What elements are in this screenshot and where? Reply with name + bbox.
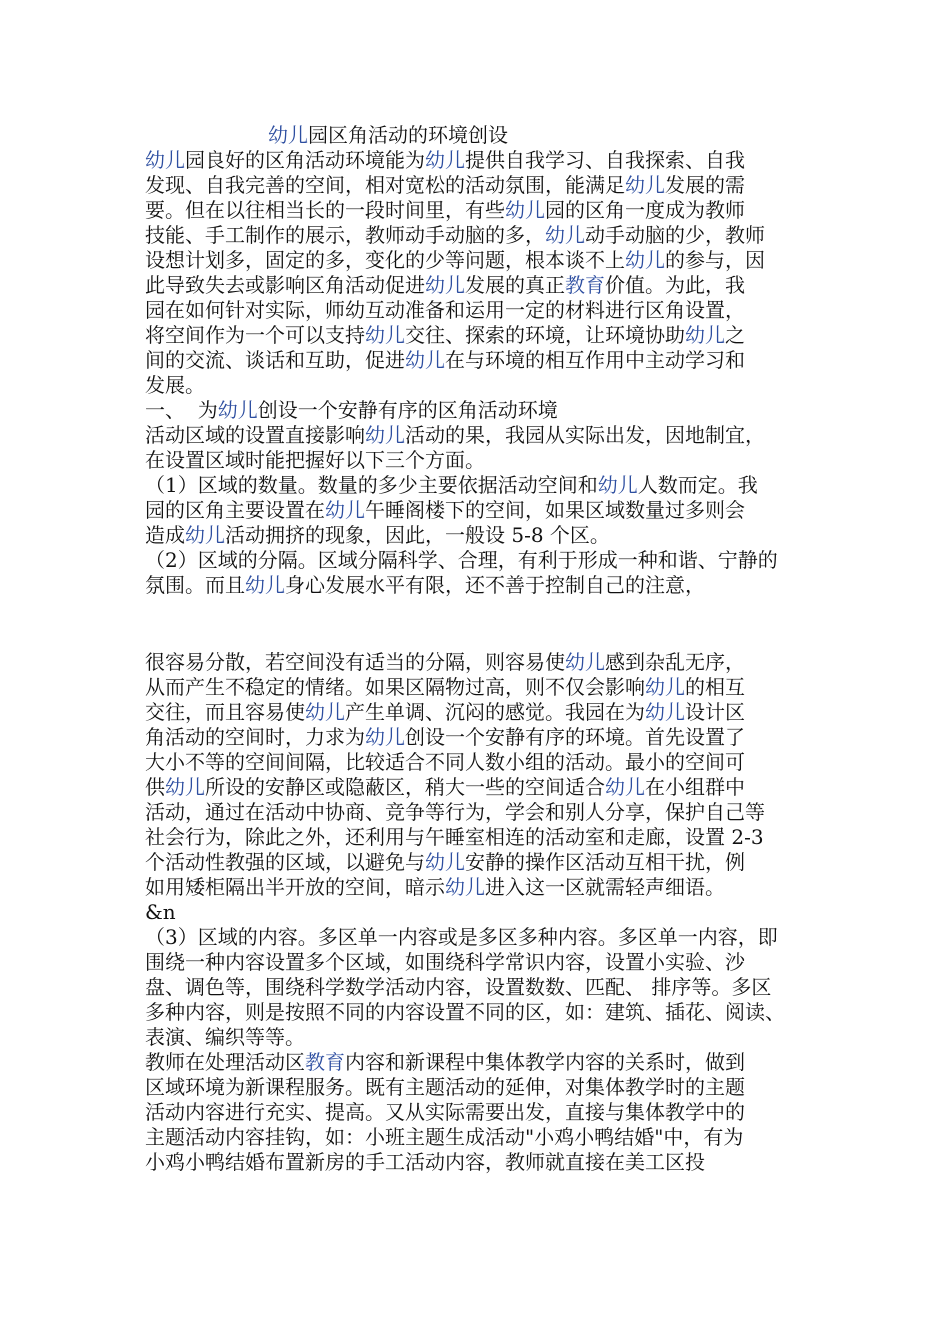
text-segment: 设计区 <box>685 700 745 724</box>
text-segment: 小鸡小鸭结婚布置新房的手工活动内容，教师就直接在美工区投 <box>145 1150 705 1174</box>
text-line <box>145 650 745 674</box>
keyword-link[interactable]: 幼儿 <box>645 675 685 699</box>
text-segment: 安静的操作区活动互相干扰，例 <box>465 850 745 874</box>
text-segment: 要。但在以往相当长的一段时间里，有些 <box>145 198 505 222</box>
text-segment: 产生单调、沉闷的感觉。我园在为 <box>345 700 645 724</box>
text-segment: 设想计划多，固定的多，变化的少等问题，根本谈不上 <box>145 248 625 272</box>
keyword-link[interactable]: 幼儿 <box>605 775 645 799</box>
keyword-link[interactable]: 教育 <box>565 273 605 297</box>
keyword-link[interactable]: 幼儿 <box>365 423 405 447</box>
text-line <box>145 423 765 447</box>
text-line <box>145 373 205 397</box>
text-segment: 社会行为，除此之外，还利用与午睡室相连的活动室和走廊，设置 2-3 <box>145 825 764 849</box>
text-line <box>145 448 485 472</box>
text-line <box>145 975 771 999</box>
text-segment: 间的交流、谈话和互助，促进 <box>145 348 405 372</box>
text-line <box>145 298 745 322</box>
keyword-link[interactable]: 幼儿 <box>425 850 465 874</box>
keyword-link[interactable]: 幼儿 <box>365 323 405 347</box>
text-segment: 园的区角一度成为教师 <box>545 198 745 222</box>
keyword-link[interactable]: 幼儿 <box>545 223 585 247</box>
keyword-link[interactable]: 幼儿 <box>217 398 258 422</box>
text-segment: 人数而定。我 <box>637 473 758 497</box>
text-segment: 的相互 <box>685 675 745 699</box>
text-segment: 主题活动内容挂钩，如：小班主题生成活动"小鸡小鸭结婚"中，有为 <box>145 1125 744 1149</box>
keyword-link[interactable]: 幼儿 <box>597 473 638 497</box>
text-line <box>145 925 778 949</box>
text-line <box>145 398 558 422</box>
text-segment: 大小不等的空间间隔，比较适合不同人数小组的活动。最小的空间可 <box>145 750 745 774</box>
text-segment: 内容和新课程中集体教学内容的关系时，做到 <box>345 1050 745 1074</box>
text-segment: 创设一个安静有序的环境。首先设置了 <box>405 725 745 749</box>
keyword-link[interactable]: 幼儿 <box>685 323 725 347</box>
text-segment: 的参与，因 <box>665 248 765 272</box>
text-line <box>145 1075 745 1099</box>
text-segment: 在小组群中 <box>645 775 745 799</box>
text-line <box>145 950 745 974</box>
keyword-link[interactable]: 幼儿 <box>625 173 665 197</box>
text-segment: 表演、编织等等。 <box>145 1025 305 1049</box>
text-segment: （1）区域的数量。数量的多少主要依据活动空间和 <box>145 473 598 497</box>
text-segment: 活动区域的设置直接影响 <box>145 423 365 447</box>
text-segment: 发现、自我完善的空间，相对宽松的活动氛围，能满足 <box>145 173 625 197</box>
text-line <box>145 725 745 749</box>
text-segment: 园区角活动的环境创设 <box>308 123 508 147</box>
keyword-link[interactable]: 幼儿 <box>185 523 225 547</box>
text-segment: 教师在处理活动区 <box>145 1050 305 1074</box>
text-segment: （3）区域的内容。多区单一内容或是多区多种内容。多区单一内容，即 <box>145 925 778 949</box>
keyword-link[interactable]: 幼儿 <box>565 650 605 674</box>
text-segment: 发展。 <box>145 373 205 397</box>
text-segment: 身心发展水平有限，还不善于控制自己的注意， <box>285 573 705 597</box>
keyword-link[interactable]: 幼儿 <box>245 573 285 597</box>
text-line <box>145 323 745 347</box>
text-line <box>145 675 745 699</box>
text-segment: 价值。为此，我 <box>605 273 745 297</box>
text-line <box>145 700 745 724</box>
text-segment: 创设一个安静有序的区角活动环境 <box>257 398 558 422</box>
text-segment: 造成 <box>145 523 185 547</box>
keyword-link[interactable]: 幼儿 <box>425 148 465 172</box>
text-line <box>145 875 725 899</box>
text-segment: 在与环境的相互作用中主动学习和 <box>445 348 745 372</box>
text-segment: 供 <box>145 775 165 799</box>
text-segment: 动手动脑的少，教师 <box>585 223 765 247</box>
text-segment: 提供自我学习、自我探索、自我 <box>465 148 745 172</box>
text-segment: 在设置区域时能把握好以下三个方面。 <box>145 448 485 472</box>
keyword-link[interactable]: 幼儿 <box>365 725 405 749</box>
text-segment: 园的区角主要设置在 <box>145 498 325 522</box>
text-segment: 活动，通过在活动中协商、竞争等行为，学会和别人分享，保护自己等 <box>145 800 765 824</box>
keyword-link[interactable]: 幼儿 <box>405 348 445 372</box>
text-line <box>145 548 778 572</box>
text-segment: （2）区域的分隔。区域分隔科学、合理，有利于形成一种和谐、宁静的 <box>145 548 778 572</box>
text-segment: 发展的需 <box>665 173 745 197</box>
text-line <box>145 850 745 874</box>
text-line <box>145 198 745 222</box>
keyword-link[interactable]: 幼儿 <box>305 700 345 724</box>
text-segment: 进入这一区就需轻声细语。 <box>485 875 725 899</box>
keyword-link[interactable]: 幼儿 <box>445 875 485 899</box>
keyword-link[interactable]: 幼儿 <box>145 148 185 172</box>
text-segment: 交往，而且容易使 <box>145 700 305 724</box>
keyword-link[interactable]: 幼儿 <box>268 123 308 147</box>
text-line <box>145 1000 785 1024</box>
text-segment: 之 <box>725 323 745 347</box>
text-line <box>145 800 765 824</box>
text-segment: &n <box>145 900 176 924</box>
keyword-link[interactable]: 幼儿 <box>505 198 545 222</box>
text-line <box>145 223 765 247</box>
text-line <box>145 573 705 597</box>
text-segment: 角活动的空间时，力求为 <box>145 725 365 749</box>
text-segment: 活动内容进行充实、提高。又从实际需要出发，直接与集体教学中的 <box>145 1100 745 1124</box>
text-line <box>145 523 610 547</box>
text-line <box>145 473 758 497</box>
text-segment: 氛围。而且 <box>145 573 245 597</box>
text-segment: 盘、调色等，围绕科学数学活动内容，设置数数、匹配、 排序等。多区 <box>145 975 772 999</box>
keyword-link[interactable]: 幼儿 <box>625 248 665 272</box>
text-line <box>145 900 176 924</box>
text-segment: 活动的果，我园从实际出发，因地制宜， <box>405 423 765 447</box>
keyword-link[interactable]: 教育 <box>305 1050 345 1074</box>
text-segment: 发展的真正 <box>465 273 565 297</box>
text-segment: 园良好的区角活动环境能为 <box>185 148 425 172</box>
text-segment: 感到杂乱无序， <box>605 650 745 674</box>
text-segment: 一、 为 <box>145 398 218 422</box>
text-segment: 所设的安静区或隐蔽区，稍大一些的空间适合 <box>205 775 605 799</box>
text-line <box>145 1050 745 1074</box>
text-line <box>145 775 745 799</box>
text-segment: 如用矮柜隔出半开放的空间，暗示 <box>145 875 445 899</box>
text-segment: 此导致失去或影响区角活动促进 <box>145 273 425 297</box>
keyword-link[interactable]: 幼儿 <box>325 498 365 522</box>
text-line <box>145 348 745 372</box>
text-segment: 将空间作为一个可以支持 <box>145 323 365 347</box>
text-line <box>145 273 745 297</box>
document-title <box>268 123 508 147</box>
text-line <box>145 173 745 197</box>
text-line <box>145 1025 305 1049</box>
text-segment: 技能、手工制作的展示，教师动手动脑的多， <box>145 223 545 247</box>
text-segment: 个活动性教强的区域，以避免与 <box>145 850 425 874</box>
text-line <box>145 498 745 522</box>
text-segment: 从而产生不稳定的情绪。如果区隔物过高，则不仅会影响 <box>145 675 645 699</box>
text-segment: 多种内容，则是按照不同的内容设置不同的区，如：建筑、插花、阅读、 <box>145 1000 785 1024</box>
text-segment: 交往、探索的环境，让环境协助 <box>405 323 685 347</box>
text-line <box>145 1100 745 1124</box>
text-segment: 活动拥挤的现象，因此，一般设 5-8 个区。 <box>225 523 610 547</box>
text-segment: 区域环境为新课程服务。既有主题活动的延伸，对集体教学时的主题 <box>145 1075 745 1099</box>
keyword-link[interactable]: 幼儿 <box>165 775 205 799</box>
text-line <box>145 1125 743 1149</box>
keyword-link[interactable]: 幼儿 <box>645 700 685 724</box>
text-segment: 午睡阁楼下的空间，如果区域数量过多则会 <box>365 498 745 522</box>
keyword-link[interactable]: 幼儿 <box>425 273 465 297</box>
text-line <box>145 825 764 849</box>
text-segment: 园在如何针对实际，师幼互动准备和运用一定的材料进行区角设置， <box>145 298 745 322</box>
text-line <box>145 1150 705 1174</box>
text-segment: 很容易分散，若空间没有适当的分隔，则容易使 <box>145 650 565 674</box>
text-line <box>145 148 745 172</box>
text-line <box>145 750 745 774</box>
text-segment: 围绕一种内容设置多个区域，如围绕科学常识内容，设置小实验、沙 <box>145 950 745 974</box>
text-line <box>145 248 765 272</box>
